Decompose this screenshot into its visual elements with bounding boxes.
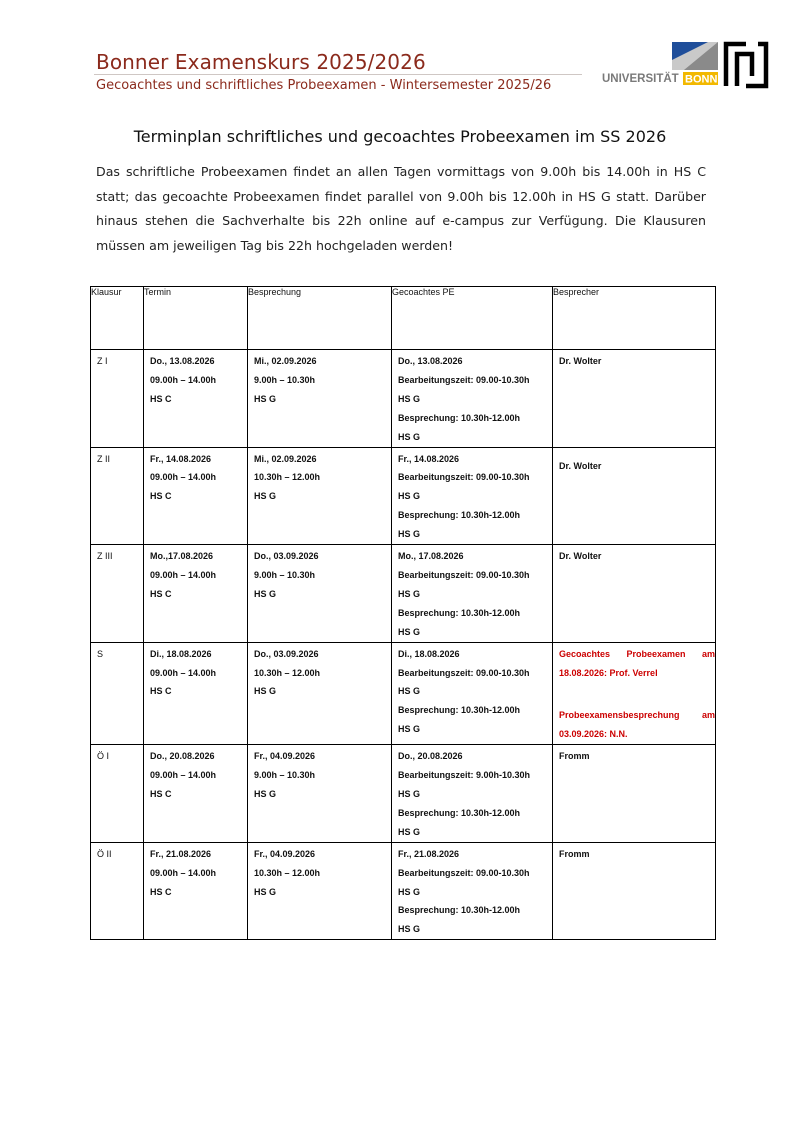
cell-besprecher: Dr. Wolter	[559, 460, 602, 471]
gecoacht-date: Do., 20.08.2026	[398, 751, 463, 762]
besprechung-date: Fr., 04.09.2026	[254, 751, 316, 762]
gecoacht-besprechung: Besprechung: 10.30h-12.00h	[398, 905, 521, 916]
besprechung-room: HS G	[254, 588, 277, 599]
termin-time: 09.00h – 14.00h	[150, 867, 217, 878]
besprechung-date: Mi., 02.09.2026	[254, 356, 317, 366]
termin-room: HS C	[150, 491, 172, 502]
besprechung-time: 9.00h – 10.30h	[254, 770, 316, 781]
column-header-klausur: Klausur	[91, 287, 144, 350]
termin-time: 09.00h – 14.00h	[150, 667, 217, 678]
gecoacht-room: HS G	[398, 789, 421, 800]
gecoacht-besprechung: Besprechung: 10.30h-12.00h	[398, 607, 521, 618]
termin-date: Do., 13.08.2026	[150, 356, 215, 366]
cell-klausur: Z I	[97, 356, 108, 366]
gecoacht-date: Do., 13.08.2026	[398, 356, 463, 366]
besprechung-time: 10.30h – 12.00h	[254, 472, 321, 483]
termin-room: HS C	[150, 393, 172, 404]
besprechung-room: HS G	[254, 789, 277, 800]
gecoacht-room: HS G	[398, 686, 421, 697]
besprechung-time: 9.00h – 10.30h	[254, 374, 316, 385]
termin-room: HS C	[150, 789, 172, 800]
gecoacht-room: HS G	[398, 491, 421, 502]
table-row	[91, 642, 716, 745]
gecoacht-besprechung-room: HS G	[398, 826, 421, 837]
logo-text-right: BONN	[685, 73, 718, 86]
besprechung-room: HS G	[254, 886, 277, 897]
gecoacht-besprechung: Besprechung: 10.30h-12.00h	[398, 807, 521, 818]
besprecher-note-gecoacht: Gecoachtes Probeexamen am 18.08.2026: Prof. Verrel	[559, 648, 715, 678]
cell-besprecher: Dr. Wolter	[559, 551, 602, 562]
gecoacht-bearbeitungszeit: Bearbeitungszeit: 09.00-10.30h	[398, 569, 530, 580]
besprechung-date: Do., 03.09.2026	[254, 648, 319, 659]
besprechung-date: Mi., 02.09.2026	[254, 453, 317, 464]
table-row	[91, 350, 716, 448]
gecoacht-date: Di., 18.08.2026	[398, 648, 460, 659]
besprechung-date: Fr., 04.09.2026	[254, 848, 316, 859]
besprechung-time: 9.00h – 10.30h	[254, 569, 316, 580]
termin-room: HS C	[150, 588, 172, 599]
table-row	[91, 447, 716, 545]
table-row	[91, 545, 716, 643]
university-bonn-logo	[600, 40, 770, 90]
besprechung-room: HS G	[254, 491, 277, 502]
gecoacht-bearbeitungszeit: Bearbeitungszeit: 09.00-10.30h	[398, 472, 530, 483]
gecoacht-bearbeitungszeit: Bearbeitungszeit: 09.00-10.30h	[398, 374, 530, 385]
termin-date: Mo.,17.08.2026	[150, 551, 214, 562]
table-header-row	[91, 287, 716, 350]
gecoacht-besprechung: Besprechung: 10.30h-12.00h	[398, 412, 521, 423]
gecoacht-besprechung-room: HS G	[398, 431, 421, 442]
logo-text-left: UNIVERSITÄT	[602, 73, 679, 85]
gecoacht-room: HS G	[398, 588, 421, 599]
besprechung-time: 10.30h – 12.00h	[254, 667, 321, 678]
column-header-besprecher: Besprecher	[553, 287, 716, 350]
page-header-subtitle: Gecoachtes und schriftliches Probeexamen - Wintersemester 2025/26	[96, 78, 552, 93]
termin-room: HS C	[150, 686, 172, 697]
gecoacht-date: Fr., 14.08.2026	[398, 453, 460, 464]
gecoacht-room: HS G	[398, 393, 421, 404]
termin-date: Di., 18.08.2026	[150, 648, 212, 659]
termin-time: 09.00h – 14.00h	[150, 569, 217, 580]
schedule-table	[90, 286, 716, 940]
gecoacht-date: Fr., 21.08.2026	[398, 848, 460, 859]
gecoacht-date: Mo., 17.08.2026	[398, 551, 464, 562]
page-header-title: Bonner Examenskurs 2025/2026	[96, 50, 426, 74]
intro-paragraph: Das schriftliche Probeexamen findet an allen Tagen vormittags von 9.00h bis 14.00h in HS C statt; das gecoachte Probeexamen findet parallel von 9.00h bis 12.00h in HS G statt. Darüber hinaus stehen die Sachverhalte bis 22h online auf e-campus zur Verfügung. Die Klausuren müssen am jeweiligen Tag bis 22h hochgeladen werden!	[96, 164, 706, 253]
cell-klausur: Ö II	[97, 848, 112, 859]
termin-time: 09.00h – 14.00h	[150, 770, 217, 781]
column-header-termin: Termin	[144, 287, 248, 350]
column-header-besprechung: Besprechung	[248, 287, 392, 350]
gecoacht-bearbeitungszeit: Bearbeitungszeit: 09.00-10.30h	[398, 667, 530, 678]
table-row	[91, 842, 716, 940]
cell-besprecher: Fromm	[559, 751, 590, 762]
termin-date: Fr., 21.08.2026	[150, 848, 212, 859]
besprechung-room: HS G	[254, 686, 277, 697]
besprechung-room: HS G	[254, 393, 277, 404]
cell-klausur: S	[97, 648, 104, 659]
document-title: Terminplan schriftliches und gecoachtes Probeexamen im SS 2026	[133, 127, 667, 146]
column-header-gecoachtes-pe: Gecoachtes PE	[392, 287, 553, 350]
cell-klausur: Z II	[97, 453, 110, 464]
gecoacht-besprechung: Besprechung: 10.30h-12.00h	[398, 510, 521, 521]
cell-besprecher: Fromm	[559, 848, 590, 859]
termin-room: HS C	[150, 886, 172, 897]
besprechung-date: Do., 03.09.2026	[254, 551, 319, 562]
gecoacht-besprechung-room: HS G	[398, 724, 421, 735]
cell-klausur: Z III	[97, 551, 113, 562]
gecoacht-besprechung-room: HS G	[398, 529, 421, 540]
gecoacht-bearbeitungszeit: Bearbeitungszeit: 9.00h-10.30h	[398, 770, 531, 781]
besprecher-note-besprechung: Probeexamensbesprechung am 03.09.2026: N.N.	[559, 710, 715, 740]
gecoacht-besprechung-room: HS G	[398, 924, 421, 935]
termin-time: 09.00h – 14.00h	[150, 374, 217, 385]
gecoacht-bearbeitungszeit: Bearbeitungszeit: 09.00-10.30h	[398, 867, 530, 878]
gecoacht-room: HS G	[398, 886, 421, 897]
termin-date: Do., 20.08.2026	[150, 751, 215, 762]
gecoacht-besprechung: Besprechung: 10.30h-12.00h	[398, 705, 521, 716]
termin-date: Fr., 14.08.2026	[150, 453, 212, 464]
header-divider	[94, 74, 582, 75]
besprechung-time: 10.30h – 12.00h	[254, 867, 321, 878]
table-row	[91, 745, 716, 843]
cell-besprecher: Dr. Wolter	[559, 356, 602, 366]
termin-time: 09.00h – 14.00h	[150, 472, 217, 483]
gecoacht-besprechung-room: HS G	[398, 626, 421, 637]
cell-klausur: Ö I	[97, 751, 110, 762]
